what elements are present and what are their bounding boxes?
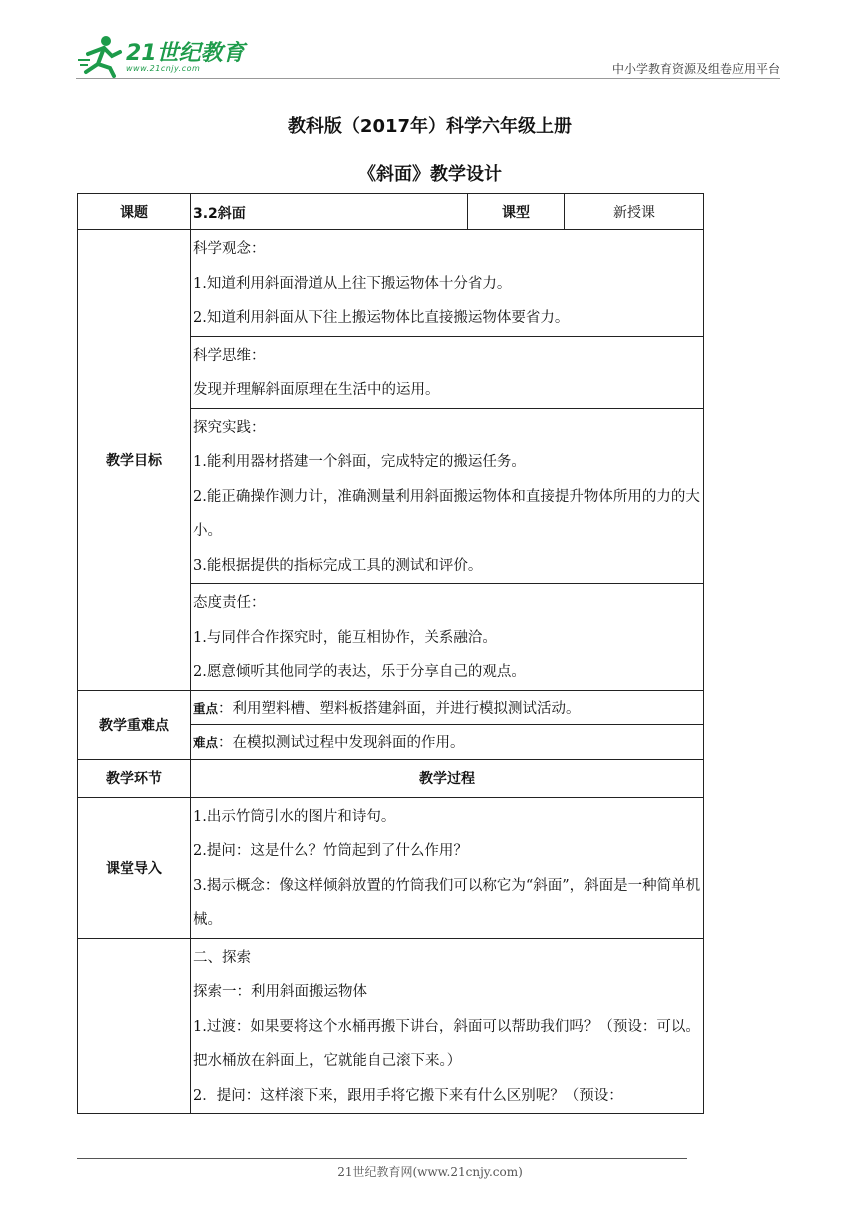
key-point-cell — [191, 690, 704, 724]
header-divider — [76, 78, 780, 79]
table-row — [78, 690, 704, 724]
explore-content — [191, 938, 704, 1114]
process-label: 教学过程 — [191, 759, 704, 797]
explore-stage-cell — [78, 938, 191, 1114]
goals-practice — [191, 408, 704, 584]
key-difficult-label: 教学重难点 — [78, 690, 191, 759]
goals-thinking — [191, 336, 704, 408]
table-row — [78, 938, 704, 1114]
list-item: 发现并理解斜面原理在生活中的运用。 — [193, 382, 440, 398]
type-value: 新授课 — [565, 194, 704, 230]
key-point-label: 重点 — [193, 700, 219, 716]
topic-label: 课题 — [78, 194, 191, 230]
list-item: 探究实践： — [193, 419, 266, 436]
list-item: 1.与同伴合作探究时，能互相协作，关系融洽。 — [193, 629, 497, 646]
logo-text: 21世纪教育 — [126, 41, 245, 66]
table-row — [78, 797, 704, 938]
stage-label: 教学环节 — [78, 759, 191, 797]
type-label: 课型 — [468, 194, 565, 230]
lesson-plan-table — [77, 193, 704, 1114]
list-item: 3.揭示概念：像这样倾斜放置的竹筒我们可以称它为“斜面”，斜面是一种简单机械。 — [193, 877, 701, 928]
topic-value: 3.2斜面 — [191, 194, 468, 230]
list-item: 2.愿意倾听其他同学的表达，乐于分享自己的观点。 — [193, 664, 526, 680]
page-footer: 21世纪教育网(www.21cnjy.com) — [337, 1165, 523, 1179]
list-item: 1.过渡：如果要将这个水桶再搬下讲台，斜面可以帮助我们吗？（预设：可以。把水桶放在斜面上，它就能自己滚下来。） — [193, 1018, 700, 1069]
document-subtitle: 《斜面》教学设计 — [358, 164, 502, 185]
list-item: 2.提问：这是什么？竹筒起到了什么作用？ — [193, 843, 468, 859]
table-row — [78, 230, 704, 337]
goals-label: 教学目标 — [78, 230, 191, 691]
difficult-point-cell — [191, 724, 704, 759]
list-item: 2.知道利用斜面从下往上搬运物体比直接搬运物体要省力。 — [193, 310, 570, 326]
list-item: 1.能利用器材搭建一个斜面，完成特定的搬运任务。 — [193, 454, 526, 470]
intro-content — [191, 797, 704, 938]
list-item: 3.能根据提供的指标完成工具的测试和评价。 — [193, 557, 483, 574]
header-tagline: 中小学教育资源及组卷应用平台 — [611, 62, 780, 76]
difficult-point-text: ：在模拟测试过程中发现斜面的作用。 — [218, 735, 465, 751]
list-item: 1.知道利用斜面滑道从上往下搬运物体十分省力。 — [193, 275, 512, 292]
intro-label: 课堂导入 — [78, 797, 191, 938]
logo-url: www.21cnjy.com — [126, 64, 201, 73]
list-item: 科学观念： — [193, 241, 266, 257]
list-item: 探索一：利用斜面搬运物体 — [193, 984, 367, 1000]
page-header — [76, 30, 780, 80]
list-item: 态度责任： — [193, 595, 266, 611]
list-item: 2.能正确操作测力计，准确测量利用斜面搬运物体和直接提升物体所用的力的大小。 — [193, 488, 700, 539]
footer-divider — [77, 1158, 687, 1159]
table-row — [78, 759, 704, 797]
list-item: 1.出示竹筒引水的图片和诗句。 — [193, 808, 396, 825]
goals-attitude — [191, 584, 704, 691]
list-item: 科学思维： — [193, 347, 266, 364]
list-item: 2．提问：这样滚下来，跟用手将它搬下来有什么区别呢？（预设： — [193, 1087, 623, 1104]
goals-concept — [191, 230, 704, 337]
list-item: 二、探索 — [193, 949, 251, 966]
key-point-text: ：利用塑料槽、塑料板搭建斜面，并进行模拟测试活动。 — [218, 700, 581, 717]
runner-logo-icon — [76, 34, 126, 78]
site-logo — [76, 34, 246, 78]
document-title: 教科版（2017年）科学六年级上册 — [287, 116, 573, 137]
difficult-point-label: 难点 — [193, 735, 219, 750]
table-row — [78, 194, 704, 230]
